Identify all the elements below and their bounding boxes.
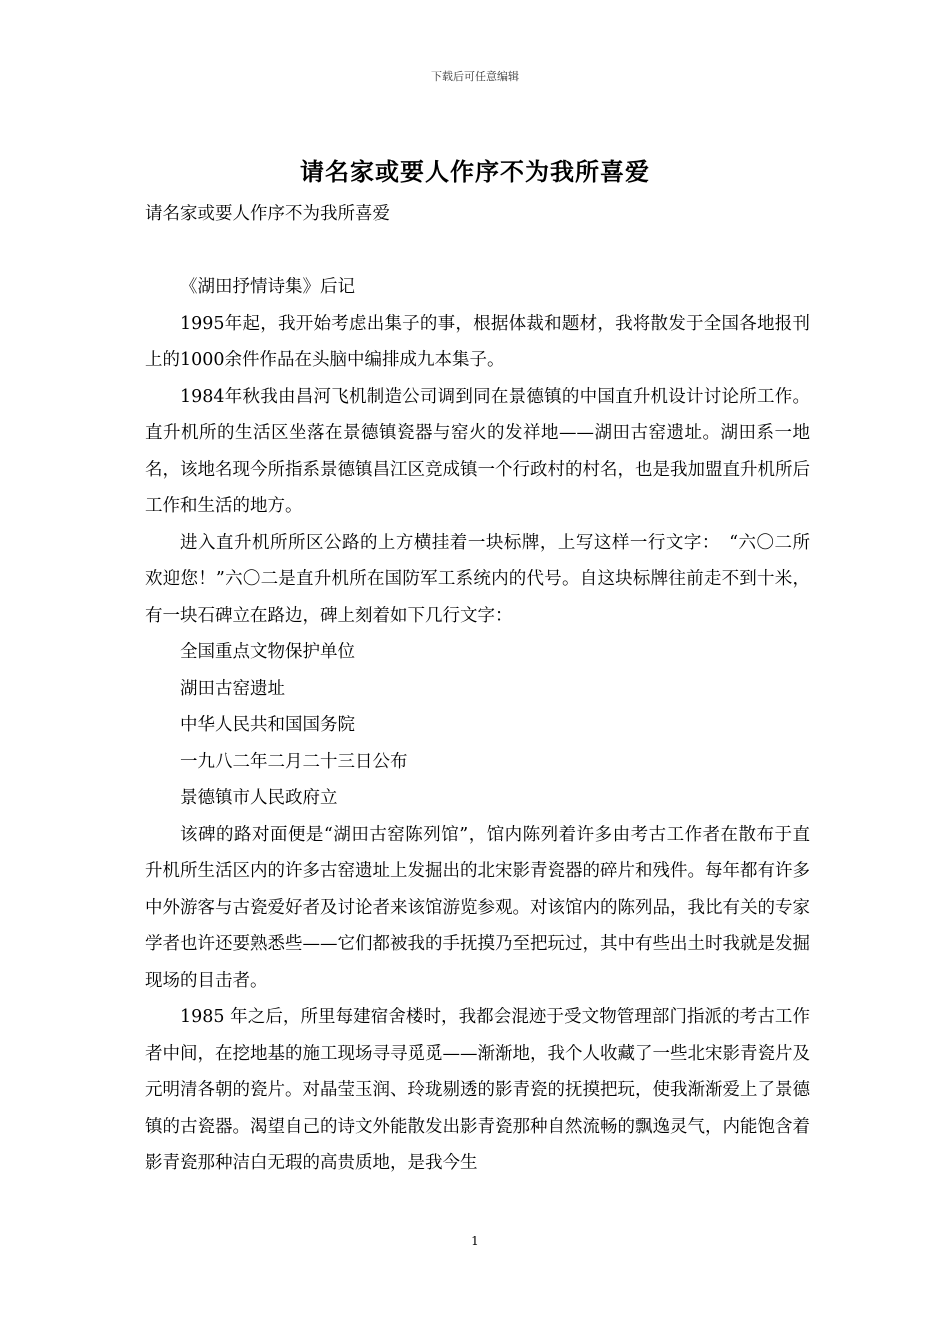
document-subtitle: 请名家或要人作序不为我所喜爱 <box>145 204 390 224</box>
paragraph: 进入直升机所所区公路的上方横挂着一块标牌，上写这样一行文字： “六〇二所欢迎您！”六〇二是直升机所在国防军工系统内的代号。自这块标牌往前走不到十米，有一块石碑立在路边，碑上刻着如下几行文字： <box>145 532 810 626</box>
paragraph: 1995年起，我开始考虑出集子的事，根据体裁和题材，我将散发于全国各地报刊上的1000余件作品在头脑中编排成九本集子。 <box>145 313 810 370</box>
stele-line: 全国重点文物保护单位 <box>180 642 355 662</box>
paragraph: 1984年秋我由昌河飞机制造公司调到同在景德镇的中国直升机设计讨论所工作。直升机所的生活区坐落在景德镇瓷器与窑火的发祥地——湖田古窑遗址。湖田系一地名，该地名现今所指系景德镇昌江区竞成镇一个行政村的村名，也是我加盟直升机所后工作和生活的地方。 <box>145 386 810 516</box>
page-number: 1 <box>471 1234 479 1248</box>
header-note: 下载后可任意编辑 <box>431 70 519 83</box>
paragraph: 该碑的路对面便是“湖田古窑陈列馆”，馆内陈列着许多由考古工作者在散布于直升机所生活区内的许多古窑遗址上发掘出的北宋影青瓷器的碎片和残件。每年都有许多中外游客与古瓷爱好者及讨论者来该馆游览参观。对该馆内的陈列品，我比有关的专家学者也许还要熟悉些——它们都被我的手抚摸乃至把玩过，其中有些出土时我就是发掘现场的目击者。 <box>145 824 810 991</box>
stele-line: 景德镇市人民政府立 <box>180 788 338 808</box>
document-body <box>145 196 810 1182</box>
paragraph-afterword-heading: 《湖田抒情诗集》后记 <box>180 277 355 297</box>
document-title: 请名家或要人作序不为我所喜爱 <box>300 157 650 186</box>
paragraph: 1985 年之后，所里每建宿舍楼时，我都会混迹于受文物管理部门指派的考古工作者中间，在挖地基的施工现场寻寻觅觅——渐渐地，我个人收藏了一些北宋影青瓷片及元明清各朝的瓷片。对晶莹玉润、玲珑剔透的影青瓷的抚摸把玩，使我渐渐爱上了景德镇的古瓷器。渴望自己的诗文外能散发出影青瓷那种自然流畅的飘逸灵气，内能饱含着影青瓷那种洁白无瑕的高贵质地，是我今生 <box>145 1007 810 1173</box>
stele-line: 中华人民共和国国务院 <box>180 715 355 735</box>
stele-line: 湖田古窑遗址 <box>180 678 285 699</box>
blank-line <box>145 233 810 270</box>
stele-line: 一九八二年二月二十三日公布 <box>180 751 408 772</box>
